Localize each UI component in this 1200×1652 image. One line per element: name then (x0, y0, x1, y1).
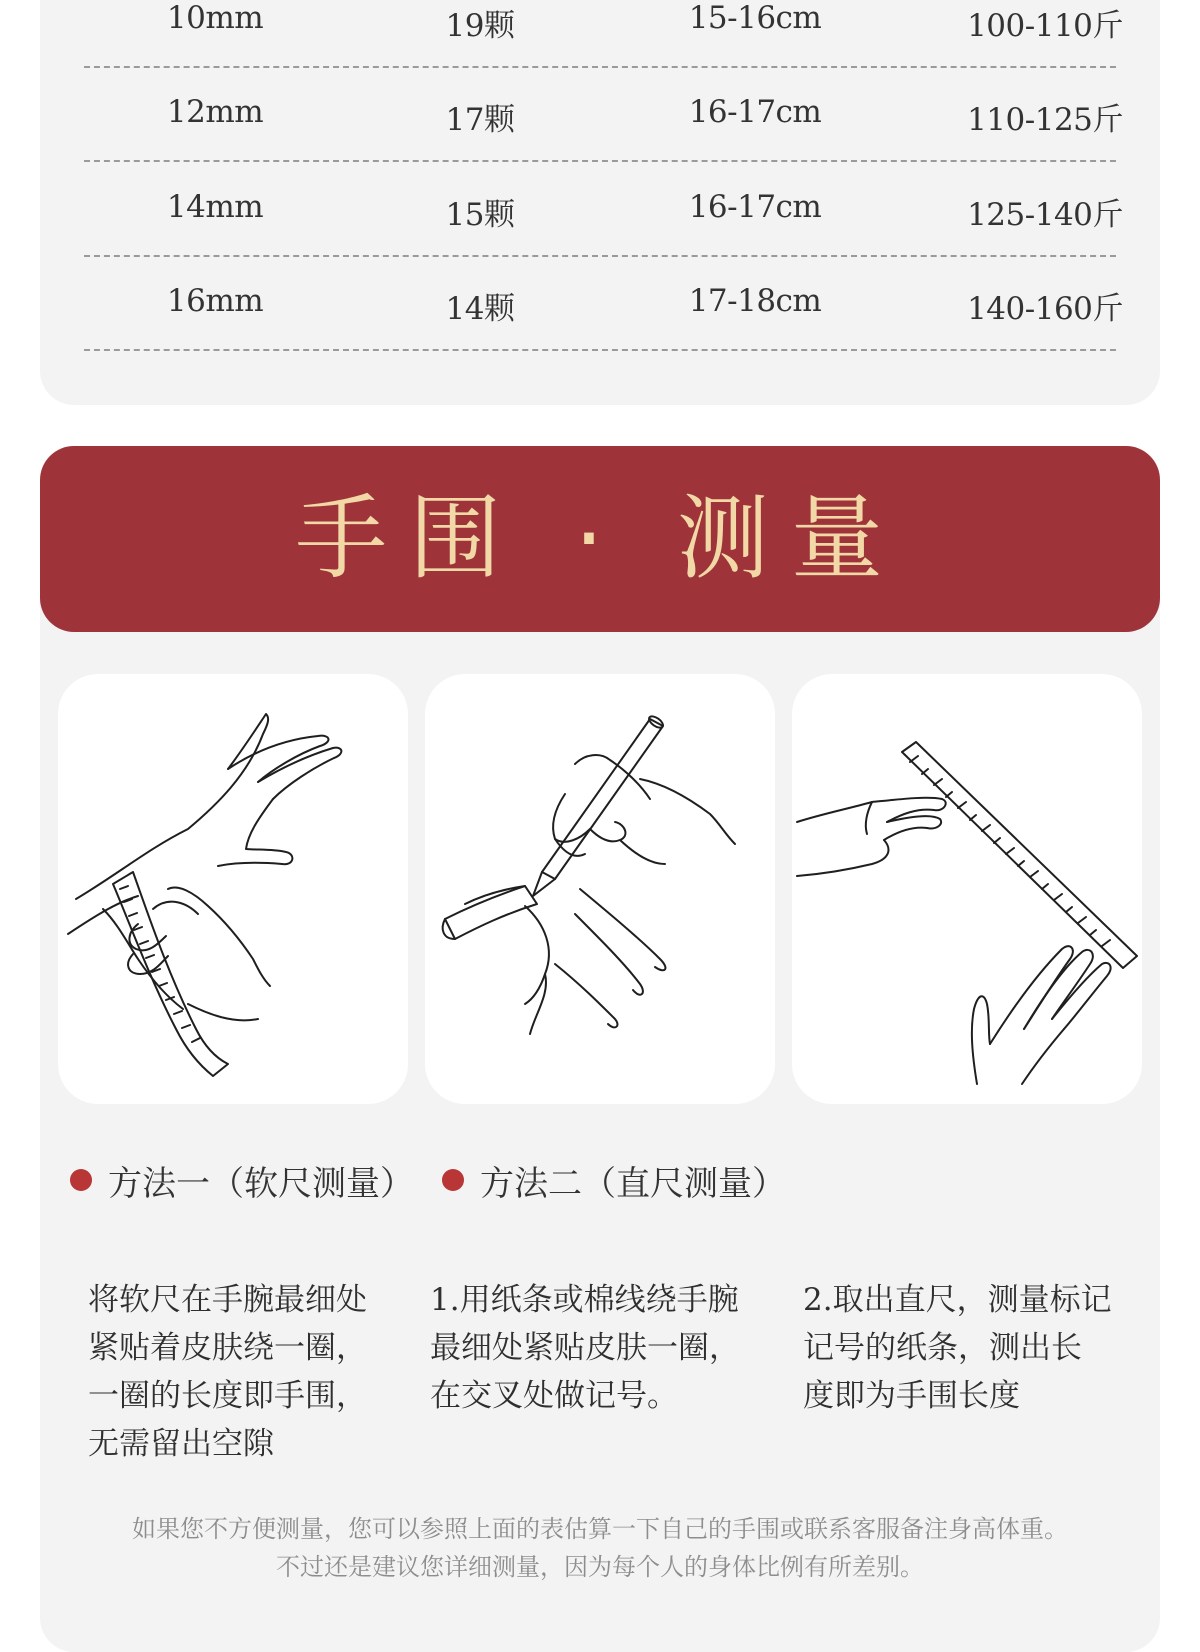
section-header-banner (40, 446, 1160, 632)
illustration-soft-tape (58, 674, 408, 1104)
row-divider (84, 66, 1116, 68)
table-row (40, 283, 1160, 383)
wrist-size: 16-17cm (688, 94, 822, 130)
wrist-size: 17-18cm (688, 283, 822, 319)
desc-line: 1.用纸条或棉线绕手腕 (430, 1282, 739, 1318)
desc-line: 将软尺在手腕最细处 (88, 1282, 367, 1318)
desc-line: 在交叉处做记号。 (430, 1378, 678, 1414)
desc-line: 无需留出空隙 (88, 1426, 274, 1462)
bullet-dot-icon (442, 1169, 464, 1191)
illustration-ruler (792, 674, 1142, 1104)
table-row (40, 94, 1160, 194)
table-row (40, 0, 1160, 100)
desc-line: 紧贴着皮肤绕一圈， (88, 1330, 367, 1366)
body-weight: 100-110斤 (967, 8, 1123, 44)
method1-description (88, 1276, 367, 1468)
section-title: 手围 · 测量 (295, 485, 905, 592)
bullet-dot-icon (70, 1169, 92, 1191)
bead-size: 10mm (166, 0, 264, 36)
bead-size: 16mm (166, 283, 264, 319)
soft-tape-wrist-icon (58, 674, 408, 1104)
pen-mark-paper-strip-icon (425, 674, 775, 1104)
desc-line: 记号的纸条，测出长 (803, 1330, 1082, 1366)
body-weight: 110-125斤 (967, 102, 1123, 138)
body-weight: 125-140斤 (967, 197, 1123, 233)
row-divider (84, 255, 1116, 257)
method2-step2-description (803, 1276, 1112, 1420)
body-weight: 140-160斤 (967, 291, 1123, 327)
bead-count: 14颗 (445, 291, 515, 327)
desc-line: 度即为手围长度 (803, 1378, 1020, 1414)
size-table (40, 0, 1160, 405)
wrist-size: 16-17cm (688, 189, 822, 225)
note-line: 不过还是建议您详细测量，因为每个人的身体比例有所差别。 (276, 1553, 924, 1581)
desc-line: 一圈的长度即手围， (88, 1378, 367, 1414)
desc-line: 最细处紧贴皮肤一圈， (430, 1330, 740, 1366)
wrist-size: 15-16cm (688, 0, 822, 36)
method1-label: 方法一（软尺测量） (108, 1163, 414, 1204)
method2-heading (442, 1156, 786, 1204)
ruler-measure-icon (792, 674, 1142, 1104)
table-row (40, 189, 1160, 289)
row-divider (84, 349, 1116, 351)
method2-label: 方法二（直尺测量） (480, 1163, 786, 1204)
bead-size: 14mm (166, 189, 264, 225)
bead-count: 15颗 (445, 197, 515, 233)
bead-size: 12mm (166, 94, 264, 130)
bead-count: 19颗 (445, 8, 515, 44)
illustration-pen-mark (425, 674, 775, 1104)
note-line: 如果您不方便测量，您可以参照上面的表估算一下自己的手围或联系客服备注身高体重。 (132, 1515, 1068, 1543)
row-divider (84, 160, 1116, 162)
method1-heading (70, 1156, 414, 1204)
measurement-note (40, 1510, 1160, 1586)
desc-line: 2.取出直尺，测量标记 (803, 1282, 1112, 1318)
bead-count: 17颗 (445, 102, 515, 138)
method2-step1-description (430, 1276, 740, 1420)
